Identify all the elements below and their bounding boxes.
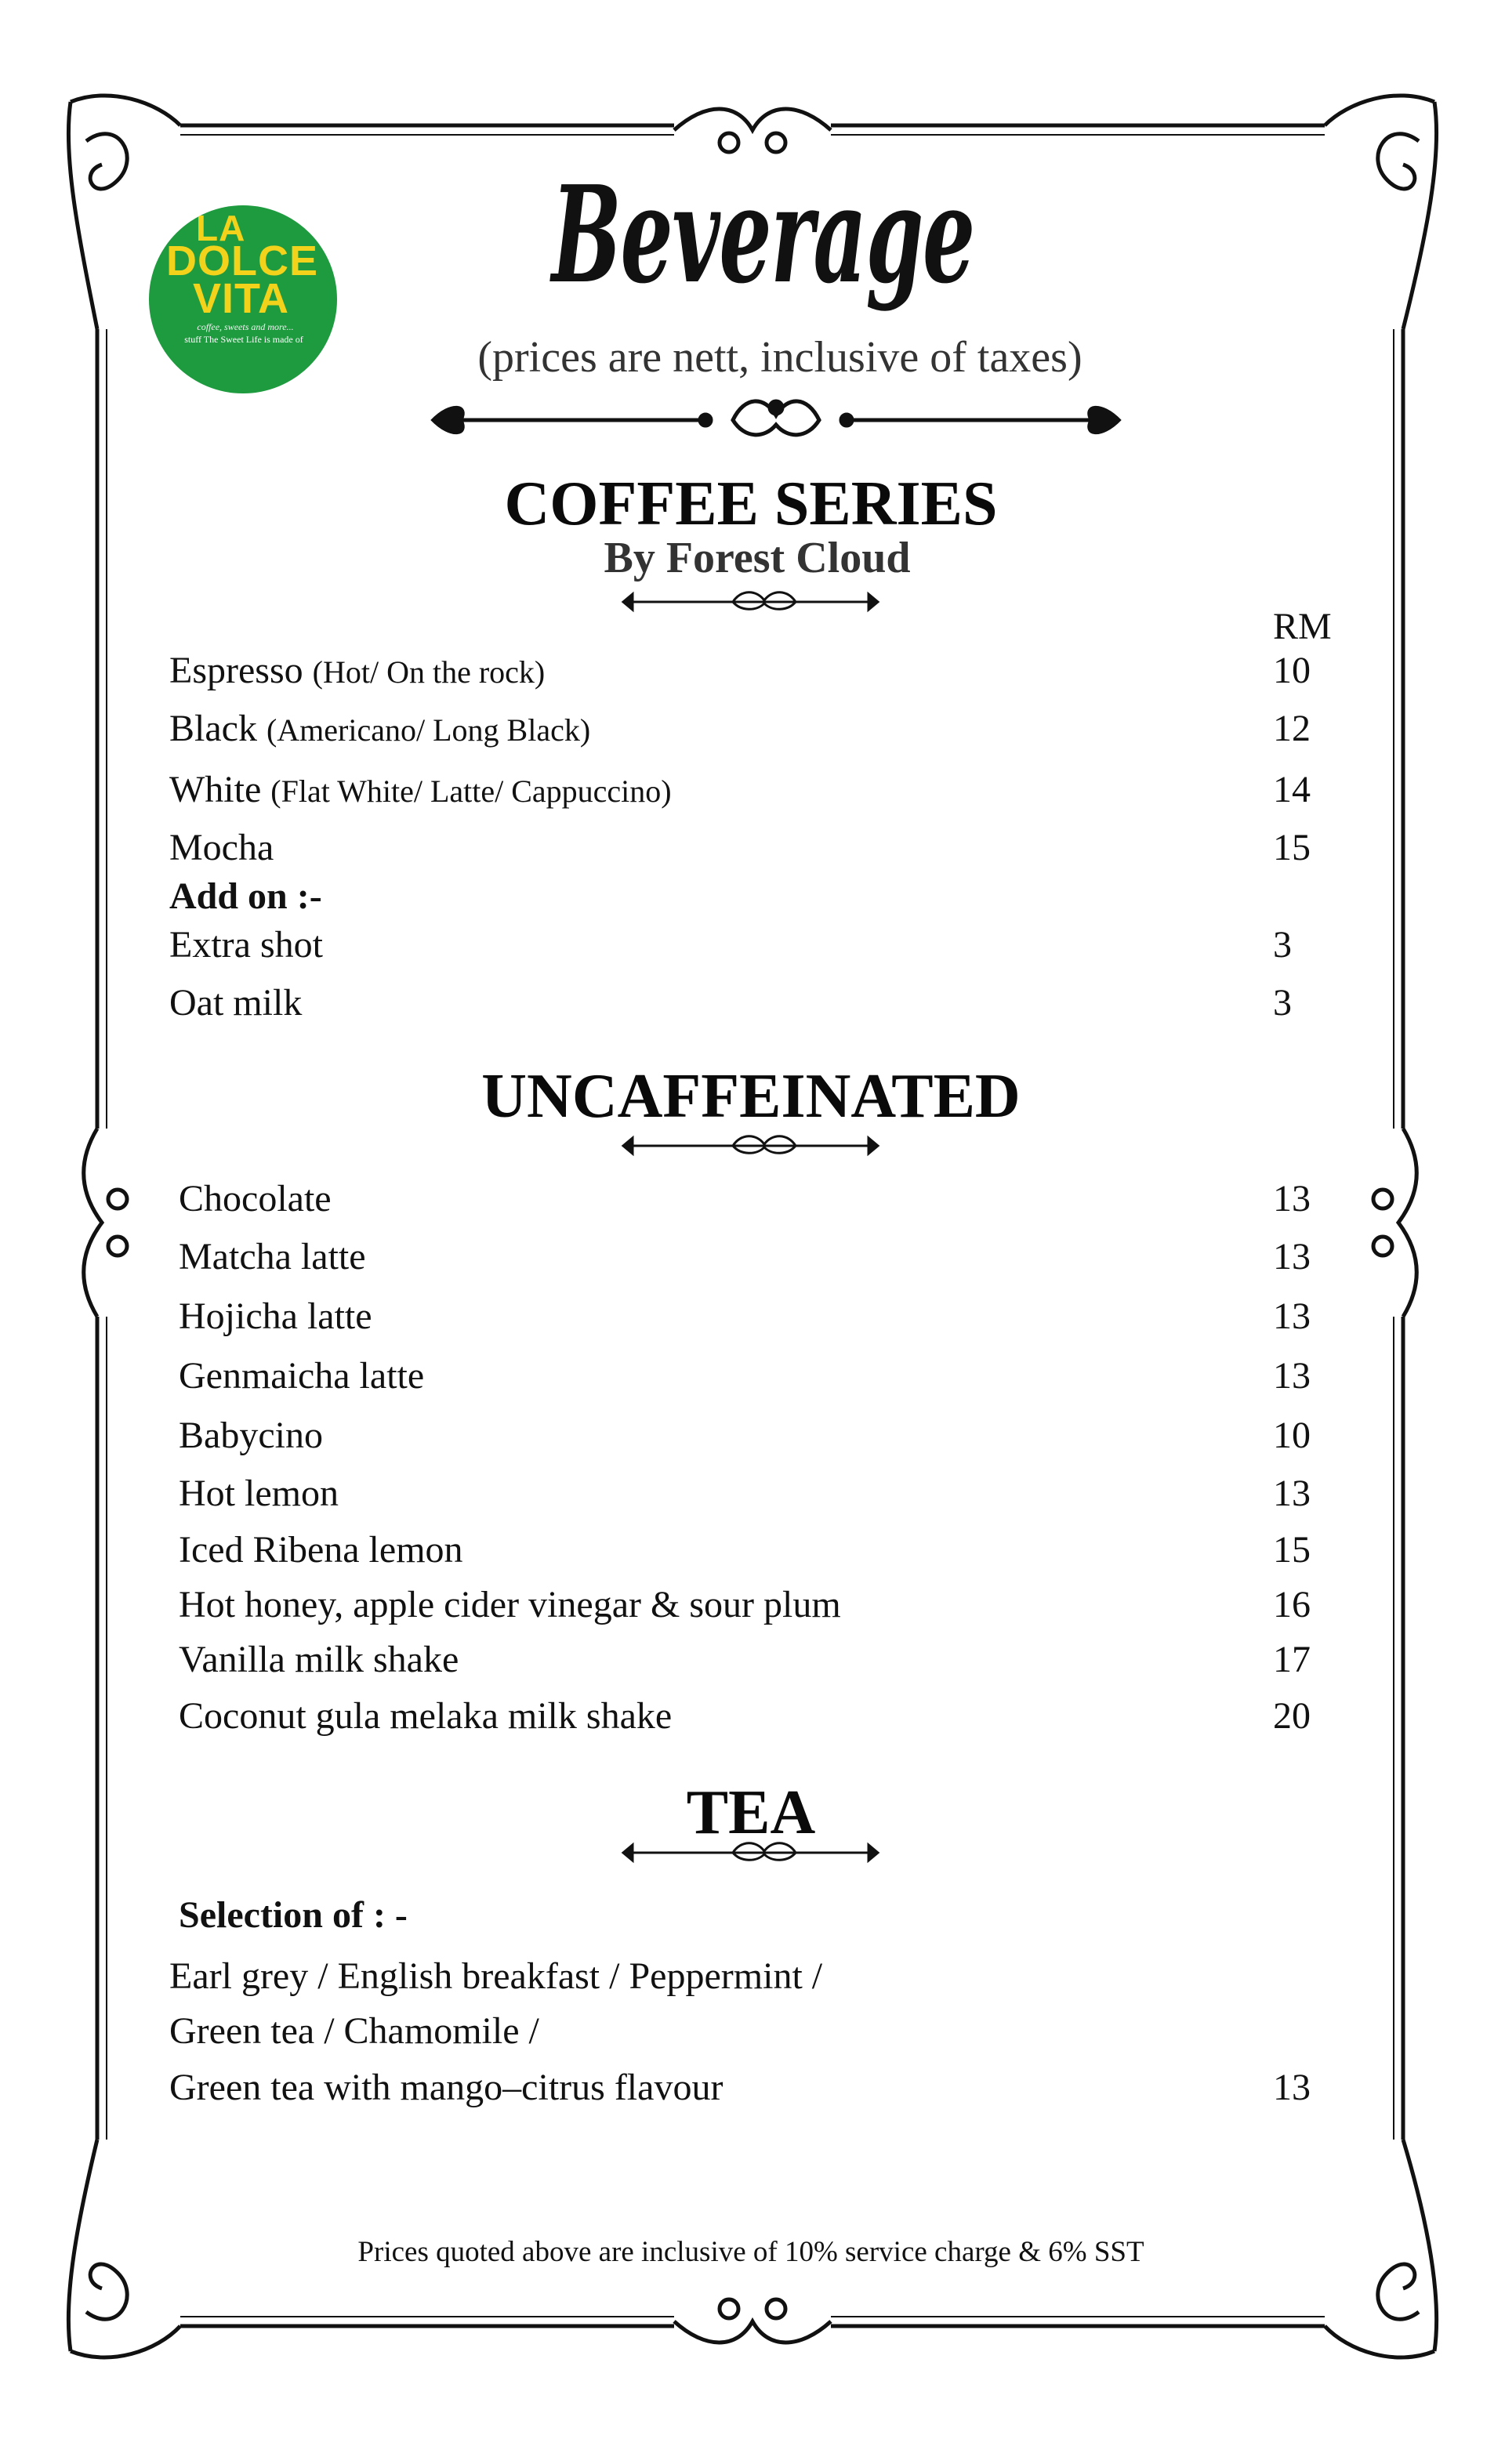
menu-item xyxy=(0,1582,1505,1629)
logo-line-1: LA xyxy=(196,208,246,248)
item-name: Extra shot xyxy=(169,924,323,966)
tea-line xyxy=(0,1953,1505,2000)
item-price: 20 xyxy=(1273,1695,1311,1737)
menu-item xyxy=(0,1693,1505,1740)
tea-line xyxy=(0,2008,1505,2055)
item-name: Coconut gula melaka milk shake xyxy=(179,1695,673,1737)
item-price: 13 xyxy=(1273,2067,1311,2108)
logo-tagline-2: stuff The Sweet Life is made of xyxy=(184,334,303,345)
item-name: Genmaicha latte xyxy=(179,1355,425,1397)
menu-item xyxy=(0,647,1505,694)
item-price: 13 xyxy=(1273,1355,1311,1397)
tea-options-line: Green tea with mango–citrus flavour xyxy=(169,2067,723,2108)
item-name: Black xyxy=(169,708,257,749)
item-price: 10 xyxy=(1273,650,1311,691)
item-name: Hot lemon xyxy=(179,1473,339,1514)
coffee-section-subtitle: By Forest Cloud xyxy=(604,534,911,582)
item-price: 10 xyxy=(1273,1415,1311,1456)
item-name: Matcha latte xyxy=(179,1236,366,1277)
item-price: 12 xyxy=(1273,708,1311,749)
page-subtitle: (prices are nett, inclusive of taxes) xyxy=(477,333,1083,382)
item-name: Hojicha latte xyxy=(179,1295,372,1337)
coffee-section-title: COFFEE SERIES xyxy=(504,469,998,538)
currency-header: RM xyxy=(1273,606,1332,647)
item-price: 3 xyxy=(1273,982,1292,1024)
page-title: Beverage xyxy=(551,157,974,313)
menu-item xyxy=(0,766,1505,813)
item-name: Hot honey, apple cider vinegar & sour plum xyxy=(179,1584,841,1625)
menu-item xyxy=(0,1234,1505,1281)
menu-item xyxy=(0,1353,1505,1400)
item-name: Babycino xyxy=(179,1415,323,1456)
menu-item xyxy=(0,980,1505,1027)
item-price: 17 xyxy=(1273,1639,1311,1680)
tea-line xyxy=(0,2064,1505,2111)
item-name: Mocha xyxy=(169,827,274,868)
addon-label-row xyxy=(0,873,1505,920)
item-price: 14 xyxy=(1273,769,1311,810)
menu-item xyxy=(0,1527,1505,1574)
tea-selection-label: Selection of : - xyxy=(179,1894,408,1936)
item-name: Iced Ribena lemon xyxy=(179,1529,463,1571)
item-price: 13 xyxy=(1273,1473,1311,1514)
menu-item xyxy=(0,1412,1505,1459)
item-price: 13 xyxy=(1273,1236,1311,1277)
item-price: 15 xyxy=(1273,827,1311,868)
footer-note: Prices quoted above are inclusive of 10% service charge & 6% SST xyxy=(357,2236,1144,2268)
tea-options-line: Earl grey / English breakfast / Peppermint / xyxy=(169,1955,823,1997)
menu-item xyxy=(0,824,1505,871)
addon-label: Add on :- xyxy=(169,875,322,917)
item-name: White xyxy=(169,769,262,810)
tea-section-title: TEA xyxy=(686,1778,816,1847)
menu-item xyxy=(0,1636,1505,1683)
item-price: 3 xyxy=(1273,924,1292,966)
menu-item xyxy=(0,1176,1505,1223)
tea-selection-label-row xyxy=(0,1892,1505,1939)
item-note: (Hot/ On the rock) xyxy=(312,654,546,690)
item-note: (Americano/ Long Black) xyxy=(266,712,591,748)
item-name: Oat milk xyxy=(169,982,303,1024)
menu-item xyxy=(0,1470,1505,1517)
item-name: Chocolate xyxy=(179,1178,332,1219)
item-price: 16 xyxy=(1273,1584,1311,1625)
menu-item xyxy=(0,705,1505,752)
item-name: Espresso xyxy=(169,650,303,691)
tea-options-line: Green tea / Chamomile / xyxy=(169,2010,539,2052)
uncaffeinated-section-title: UNCAFFEINATED xyxy=(481,1062,1021,1131)
item-price: 13 xyxy=(1273,1295,1311,1337)
logo-tagline: coffee, sweets and more... xyxy=(197,321,294,332)
item-name: Vanilla milk shake xyxy=(179,1639,459,1680)
menu-item xyxy=(0,1293,1505,1340)
item-price: 13 xyxy=(1273,1178,1311,1219)
item-note: (Flat White/ Latte/ Cappuccino) xyxy=(270,774,672,809)
item-price: 15 xyxy=(1273,1529,1311,1571)
logo-line-3: VITA xyxy=(193,275,289,322)
menu-item xyxy=(0,922,1505,969)
logo-line-2: DOLCE xyxy=(166,237,318,284)
